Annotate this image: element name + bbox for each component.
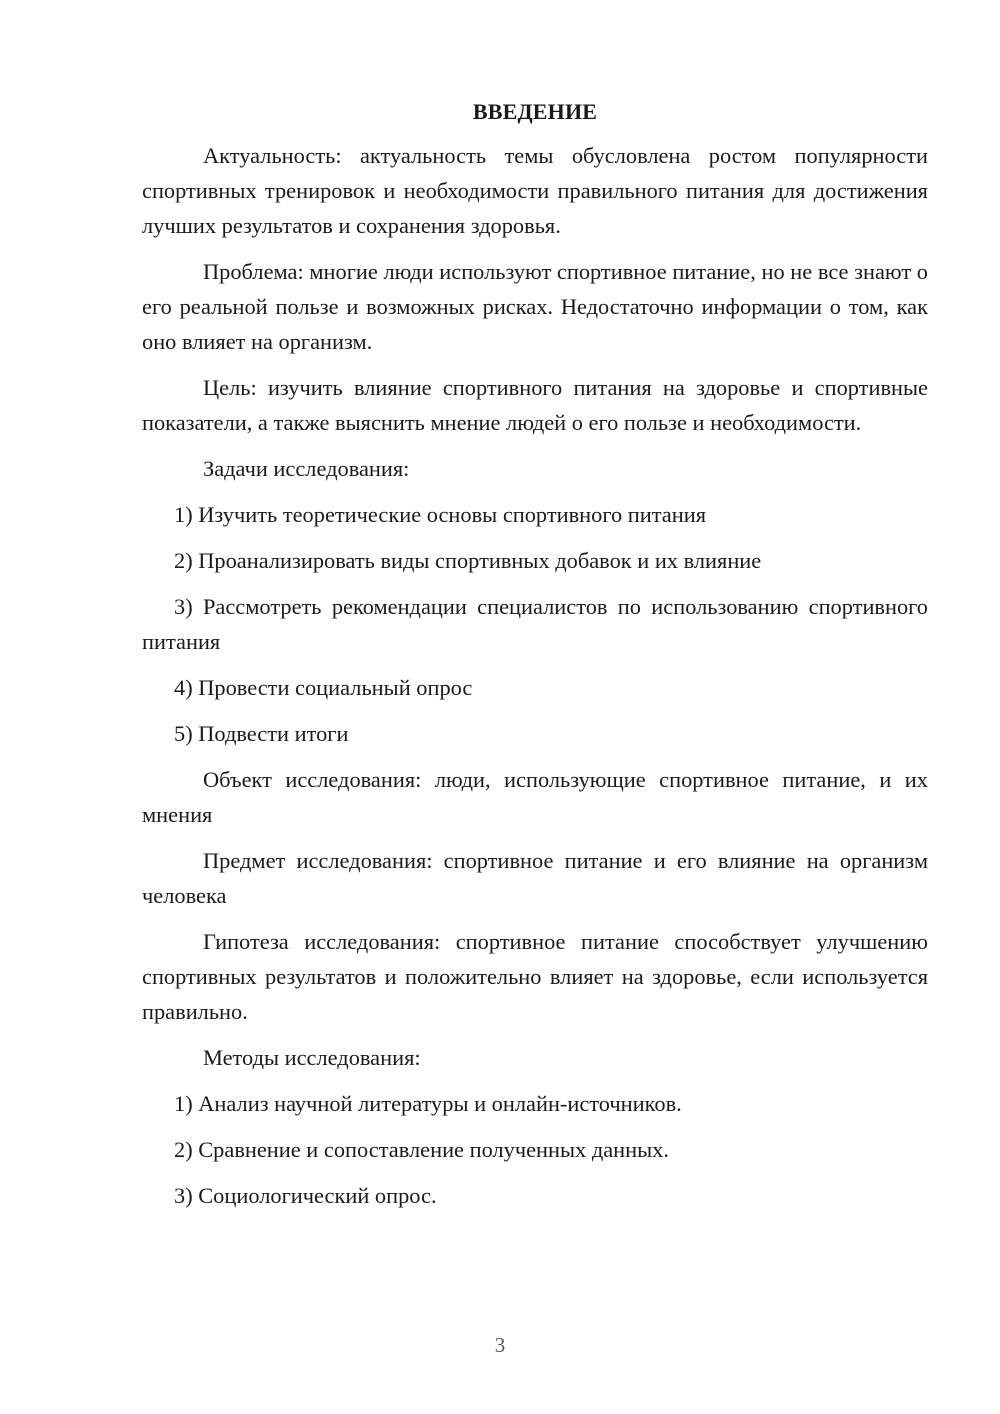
method-item: 2) Сравнение и сопоставление полученных данных. (174, 1137, 669, 1162)
page-title: ВВЕДЕНИЕ (472, 99, 598, 124)
goal-paragraph: Цель: изучить влияние спортивного питания на здоровье и спортивные показатели, а также выяснить мнение людей о его пользе и необходимости. (142, 375, 928, 435)
problem-paragraph: Проблема: многие люди используют спортивное питание, но не все знают о его реальной пользе и возможных рисках. Недостаточно информации о том, как оно влияет на организм. (142, 259, 928, 354)
task-item: 1) Изучить теоретические основы спортивного питания (174, 502, 706, 527)
methods-heading: Методы исследования: (203, 1045, 421, 1070)
subject-paragraph: Предмет исследования: спортивное питание и его влияние на организм человека (142, 848, 928, 908)
tasks-heading: Задачи исследования: (203, 456, 410, 481)
task-item: 3) Рассмотреть рекомендации специалистов по использованию спортивного питания (142, 594, 928, 654)
task-item: 5) Подвести итоги (174, 721, 349, 746)
object-paragraph: Объект исследования: люди, использующие спортивное питание, и их мнения (142, 767, 928, 827)
hypothesis-paragraph: Гипотеза исследования: спортивное питание способствует улучшению спортивных результатов и положительно влияет на здоровье, если используется правильно. (142, 929, 928, 1024)
method-item: 3) Социологический опрос. (174, 1183, 437, 1208)
method-item: 1) Анализ научной литературы и онлайн-источников. (174, 1091, 682, 1116)
task-item: 4) Провести социальный опрос (174, 675, 473, 700)
task-item: 2) Проанализировать виды спортивных добавок и их влияние (174, 548, 762, 573)
document-page (142, 94, 928, 1224)
page-number: 3 (494, 1333, 506, 1357)
relevance-paragraph: Актуальность: актуальность темы обусловлена ростом популярности спортивных тренировок и необходимости правильного питания для достижения лучших результатов и сохранения здоровья. (142, 143, 928, 238)
